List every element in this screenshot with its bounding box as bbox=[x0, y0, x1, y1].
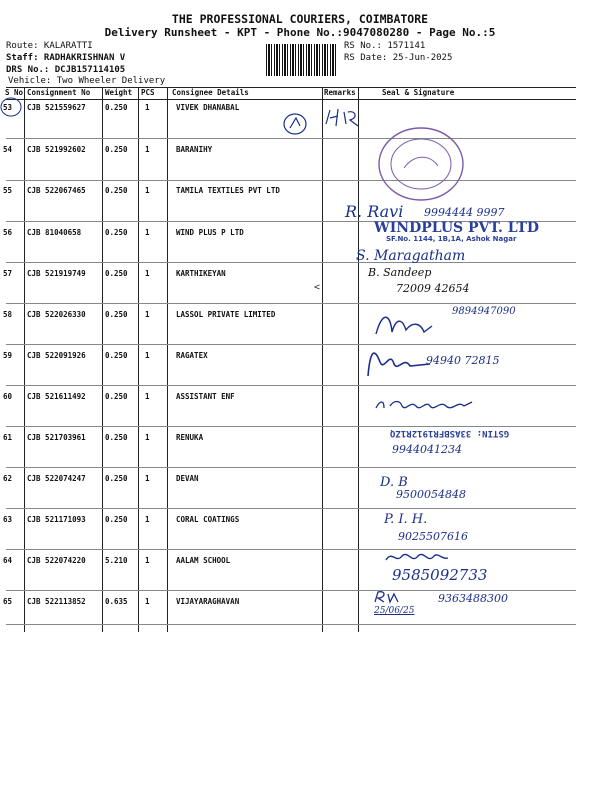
row-consignee: LASSOL PRIVATE LIMITED bbox=[176, 310, 276, 319]
handwritten-signature bbox=[364, 342, 434, 380]
row-weight: 0.250 bbox=[105, 515, 128, 524]
row-consignment-no: CJB 522074247 bbox=[27, 474, 86, 483]
row-sno: 58 bbox=[3, 310, 13, 319]
handwritten-initials: R. Ravi bbox=[345, 202, 404, 221]
row-consignee: VIVEK DHANABAL bbox=[176, 103, 240, 112]
row-weight: 0.250 bbox=[105, 269, 128, 278]
company-title: THE PROFESSIONAL COURIERS, COIMBATORE bbox=[171, 12, 429, 26]
row-pcs: 1 bbox=[145, 433, 150, 442]
row-sno: 62 bbox=[3, 474, 13, 483]
row-sno: 61 bbox=[3, 433, 13, 442]
row-divider bbox=[6, 138, 576, 139]
row-divider bbox=[6, 180, 576, 181]
handwritten-phone: 9944041234 bbox=[392, 443, 462, 456]
col-divider bbox=[358, 87, 359, 632]
row-sno: 63 bbox=[3, 515, 13, 524]
row-consignment-no: CJB 522067465 bbox=[27, 186, 86, 195]
row-pcs: 1 bbox=[145, 269, 150, 278]
handwritten-phone: 9894947090 bbox=[452, 306, 516, 317]
handwritten-signature bbox=[372, 308, 436, 342]
row-sno: 60 bbox=[3, 392, 13, 401]
barcode bbox=[266, 44, 336, 76]
row-consignee: TAMILA TEXTILES PVT LTD bbox=[176, 186, 280, 195]
row-pcs: 1 bbox=[145, 597, 150, 606]
vehicle-label: Vehicle: Two Wheeler Delivery bbox=[8, 76, 166, 86]
row-sno: 64 bbox=[3, 556, 13, 565]
handwritten-name: B. Sandeep bbox=[368, 266, 432, 279]
row-divider bbox=[6, 303, 576, 304]
row-pcs: 1 bbox=[145, 228, 150, 237]
runsheet-subtitle: Delivery Runsheet - KPT - Phone No.:9047080280 - Page No.:5 bbox=[104, 26, 496, 39]
row-weight: 0.250 bbox=[105, 433, 128, 442]
col-divider bbox=[322, 87, 323, 632]
col-header-weight: Weight bbox=[105, 88, 133, 97]
handwritten-phone: 9585092733 bbox=[392, 566, 488, 584]
col-header-pcs: PCS bbox=[141, 88, 155, 97]
col-header-consignee: Consignee Details bbox=[172, 88, 249, 97]
row-pcs: 1 bbox=[145, 351, 150, 360]
handwritten-name: S. Maragatham bbox=[356, 248, 466, 264]
route-label: Route: KALARATTI bbox=[6, 41, 93, 51]
col-header-remarks: Remarks bbox=[324, 88, 356, 97]
row-weight: 0.250 bbox=[105, 228, 128, 237]
handwritten-phone: 72009 42654 bbox=[396, 282, 470, 295]
col-header-seal: Seal & Signature bbox=[382, 88, 455, 97]
row-consignee: VIJAYARAGHAVAN bbox=[176, 597, 240, 606]
row-divider bbox=[6, 385, 576, 386]
handwritten-tamil-name bbox=[372, 392, 502, 416]
row-divider bbox=[6, 508, 576, 509]
handwritten-signature bbox=[372, 588, 406, 606]
row-consignee: CORAL COATINGS bbox=[176, 515, 240, 524]
col-header-consignment: Consignment No bbox=[27, 88, 91, 97]
row-consignee: ASSISTANT ENF bbox=[176, 392, 235, 401]
row-pcs: 1 bbox=[145, 474, 150, 483]
staff-label: Staff: RADHAKRISHNAN V bbox=[6, 53, 126, 63]
remarks-handwriting bbox=[322, 104, 362, 130]
rs-date: RS Date: 25-Jun-2025 bbox=[344, 53, 453, 63]
row-divider bbox=[6, 426, 576, 427]
row-divider bbox=[6, 549, 576, 550]
row-consignment-no: CJB 522091926 bbox=[27, 351, 86, 360]
row-pcs: 1 bbox=[145, 310, 150, 319]
row-consignment-no: CJB 521992602 bbox=[27, 145, 86, 154]
row-sno: 53 bbox=[3, 103, 13, 112]
row-weight: 0.250 bbox=[105, 310, 128, 319]
arrow-mark: < bbox=[314, 282, 321, 293]
handwritten-mark-circle bbox=[282, 112, 308, 136]
gstin-stamp-inverted: GSTIN: 33ASBFR1912R1ZQ bbox=[390, 428, 510, 438]
col-divider bbox=[102, 87, 103, 632]
row-consignee: BARANIHY bbox=[176, 145, 213, 154]
row-pcs: 1 bbox=[145, 515, 150, 524]
row-consignment-no: CJB 521611492 bbox=[27, 392, 86, 401]
row-divider bbox=[6, 262, 576, 263]
row-divider bbox=[6, 590, 576, 591]
row-pcs: 1 bbox=[145, 103, 150, 112]
drs-label: DRS No.: DCJB157114105 bbox=[6, 65, 126, 75]
row-weight: 0.250 bbox=[105, 474, 128, 483]
row-weight: 0.250 bbox=[105, 145, 128, 154]
handwritten-phone: 94940 72815 bbox=[426, 354, 500, 367]
row-consignment-no: CJB 521919749 bbox=[27, 269, 86, 278]
handwritten-name: P. I. H. bbox=[384, 512, 428, 527]
table-header-rule bbox=[6, 99, 576, 100]
windplus-stamp-name: WINDPLUS PVT. LTD bbox=[374, 220, 540, 236]
col-divider bbox=[24, 87, 25, 632]
row-consignment-no: CJB 81040658 bbox=[27, 228, 82, 237]
rs-number: RS No.: 1571141 bbox=[344, 41, 426, 51]
handwritten-date: 25/06/25 bbox=[374, 606, 415, 616]
row-divider bbox=[6, 467, 576, 468]
row-consignment-no: CJB 521703961 bbox=[27, 433, 86, 442]
row-consignment-no: CJB 522026330 bbox=[27, 310, 86, 319]
handwritten-phone: 9500054848 bbox=[396, 488, 466, 501]
handwritten-circle-mark bbox=[0, 96, 30, 118]
handwritten-name: D. B bbox=[380, 475, 408, 490]
row-sno: 55 bbox=[3, 186, 13, 195]
row-pcs: 1 bbox=[145, 392, 150, 401]
handwritten-phone: 9363488300 bbox=[438, 592, 508, 605]
row-divider bbox=[6, 624, 576, 625]
row-sno: 57 bbox=[3, 269, 13, 278]
row-consignee: WIND PLUS P LTD bbox=[176, 228, 244, 237]
row-pcs: 1 bbox=[145, 186, 150, 195]
row-sno: 56 bbox=[3, 228, 13, 237]
row-weight: 0.635 bbox=[105, 597, 128, 606]
row-pcs: 1 bbox=[145, 556, 150, 565]
row-consignment-no: CJB 522074220 bbox=[27, 556, 86, 565]
row-weight: 0.250 bbox=[105, 103, 128, 112]
row-consignee: RENUKA bbox=[176, 433, 204, 442]
row-consignee: RAGATEX bbox=[176, 351, 208, 360]
row-consignment-no: CJB 522113852 bbox=[27, 597, 86, 606]
row-consignee: KARTHIKEYAN bbox=[176, 269, 226, 278]
col-header-sno: S No bbox=[5, 88, 24, 97]
row-pcs: 1 bbox=[145, 145, 150, 154]
row-weight: 0.250 bbox=[105, 351, 128, 360]
row-sno: 54 bbox=[3, 145, 13, 154]
handwritten-phone: 9994444 9997 bbox=[424, 206, 505, 219]
company-seal-stamp bbox=[376, 124, 466, 204]
col-divider bbox=[167, 87, 168, 632]
row-consignment-no: CJB 521559627 bbox=[27, 103, 86, 112]
row-weight: 0.250 bbox=[105, 392, 128, 401]
windplus-stamp-address: SF.No. 1144, 1B,1A, Ashok Nagar bbox=[386, 235, 517, 243]
row-consignee: DEVAN bbox=[176, 474, 199, 483]
row-weight: 0.250 bbox=[105, 186, 128, 195]
row-sno: 65 bbox=[3, 597, 13, 606]
row-consignment-no: CJB 521171093 bbox=[27, 515, 86, 524]
row-divider bbox=[6, 344, 576, 345]
handwritten-phone: 9025507616 bbox=[398, 530, 468, 543]
row-sno: 59 bbox=[3, 351, 13, 360]
row-weight: 5.210 bbox=[105, 556, 128, 565]
row-consignee: AALAM SCHOOL bbox=[176, 556, 231, 565]
table-top-rule bbox=[6, 87, 576, 88]
handwritten-signature bbox=[382, 546, 462, 568]
col-divider bbox=[138, 87, 139, 632]
